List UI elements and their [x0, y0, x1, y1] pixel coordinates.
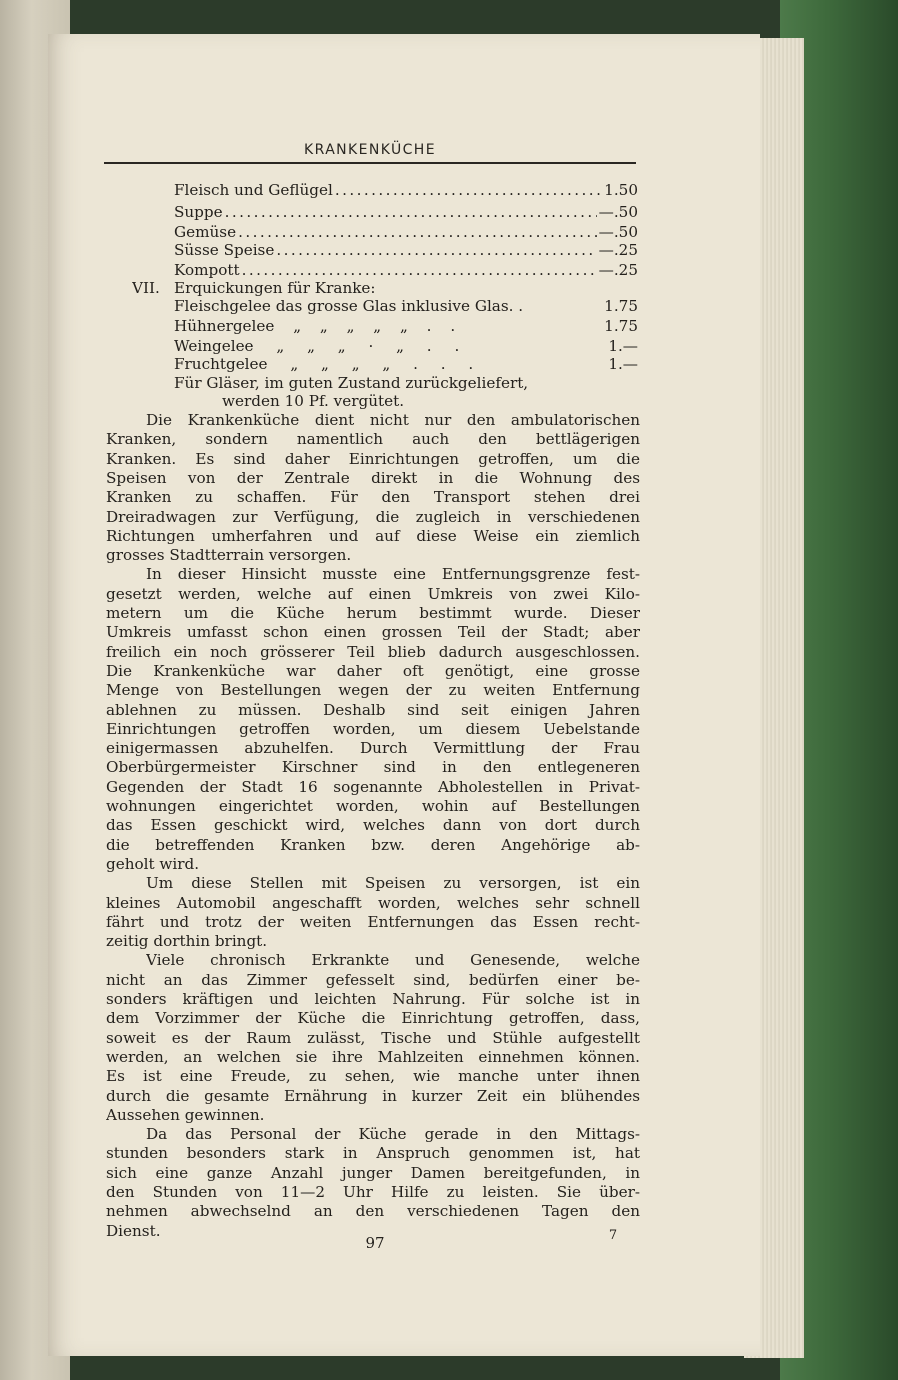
- gelee-item-name: Weingelee „ „ „ · „ . .: [174, 337, 460, 355]
- menu-item: [174, 260, 638, 280]
- body-text-line: Die Krankenküche dient nicht nur den ambulatorischen: [146, 411, 640, 429]
- leader-dots: [225, 202, 597, 222]
- body-text-line: zeitig dorthin bringt.: [106, 932, 268, 951]
- body-text-line: In dieser Hinsicht musste eine Entfernungsgrenze fest-: [146, 565, 640, 584]
- menu-item: [174, 222, 638, 242]
- gelee-item-name: Hühnergelee „ „ „ „ „ . .: [174, 317, 456, 335]
- body-text-line: Aussehen gewinnen.: [106, 1105, 265, 1124]
- body-text-line: ablehnen zu müssen. Deshalb sind seit einigen Jahren: [106, 700, 640, 719]
- body-text-line: soweit es der Raum zulässt, Tische und Stühle aufgestellt: [106, 1028, 640, 1047]
- body-text-line: sich eine ganze Anzahl junger Damen bereitgefunden, in: [106, 1163, 640, 1182]
- body-text-line: Kranken zu schaffen. Für den Transport stehen drei: [106, 488, 640, 507]
- gelee-item-price: 1.75: [604, 317, 638, 335]
- body-text-line: durch die gesamte Ernährung in kurzer Zeit ein blühendes: [106, 1086, 640, 1105]
- body-text-line: grosses Stadtterrain versorgen.: [106, 546, 352, 565]
- gelee-item-price: 1.75: [604, 297, 638, 315]
- menu-item-price: —.25: [598, 241, 638, 259]
- body-text-line: Speisen von der Zentrale direkt in die Wohnung des: [106, 468, 640, 487]
- signature-mark: 7: [608, 1228, 618, 1243]
- body-text-line: nicht an das Zimmer gefesselt sind, bedürfen einer be-: [106, 970, 640, 989]
- body-text-line: den Stunden von 11—2 Uhr Hilfe zu leisten. Sie über-: [106, 1183, 640, 1201]
- menu-item-name: Gemüse: [174, 223, 237, 241]
- menu-item: [174, 202, 638, 222]
- body-text-line: dem Vorzimmer der Küche die Einrichtung getroffen, dass,: [106, 1009, 640, 1028]
- gelee-note: Für Gläser, im guten Zustand zurückgeliefert,: [174, 374, 529, 392]
- leader-dots: [335, 180, 600, 200]
- body-text-line: Es ist eine Freude, zu sehen, wie manche unter ihnen: [106, 1067, 640, 1086]
- body-text-line: das Essen geschickt wird, welches dann von dort durch: [106, 816, 640, 835]
- menu-item: [174, 240, 638, 260]
- body-text-line: einigermassen abzuhelfen. Durch Vermittlung der Frau: [106, 739, 640, 758]
- body-text-line: gesetzt werden, welche auf einen Umkreis von zwei Kilo-: [106, 584, 640, 603]
- gelee-item-price: 1.—: [608, 355, 638, 373]
- menu-item-name: Suppe: [174, 203, 223, 221]
- menu-item-name: Süsse Speise: [174, 241, 275, 259]
- body-text-line: Oberbürgermeister Kirschner sind in den entlegeneren: [106, 758, 640, 777]
- body-text-line: Da das Personal der Küche gerade in den Mittags-: [146, 1125, 640, 1144]
- body-text-line: Um diese Stellen mit Speisen zu versorgen, ist ein: [146, 874, 640, 893]
- menu-item-price: —.25: [598, 261, 638, 279]
- body-text-line: wohnungen eingerichtet worden, wohin auf Bestellungen: [106, 797, 640, 815]
- body-text-line: stunden besonders stark in Anspruch genommen ist, hat: [106, 1144, 640, 1163]
- section-number: VII.: [132, 279, 160, 297]
- gelee-item-name: Fleischgelee das grosse Glas inklusive Glas. .: [174, 297, 524, 315]
- gelee-item-name: Fruchtgelee „ „ „ „ . . .: [174, 355, 474, 373]
- menu-item-price: —.50: [598, 203, 638, 221]
- body-text-line: Die Krankenküche war daher oft genötigt, eine grosse: [106, 661, 640, 680]
- body-text-line: Menge von Bestellungen wegen der zu weiten Entfernung: [106, 681, 640, 700]
- body-text-line: Dreiradwagen zur Verfügung, die zugleich in verschiedenen: [106, 507, 640, 526]
- menu-item-price: 1.50: [604, 181, 638, 199]
- body-text-line: Gegenden der Stadt 16 sogenannte Abholestellen in Privat-: [106, 777, 640, 796]
- section-heading: Erquickungen für Kranke:: [174, 279, 376, 297]
- body-text-line: Viele chronisch Erkrankte und Genesende, welche: [146, 951, 640, 970]
- body-text-line: Einrichtungen getroffen worden, um diesem Uebelstande: [106, 719, 640, 738]
- gelee-item-price: 1.—: [608, 337, 638, 355]
- body-text-line: die betreffenden Kranken bzw. deren Angehörige ab-: [106, 835, 640, 854]
- body-text-line: Kranken. Es sind daher Einrichtungen getroffen, um die: [106, 449, 640, 468]
- body-text-line: werden, an welchen sie ihre Mahlzeiten einnehmen können.: [106, 1047, 640, 1066]
- gelee-note: werden 10 Pf. vergütet.: [222, 392, 405, 410]
- menu-item-name: Kompott: [174, 261, 240, 279]
- menu-item: [174, 180, 638, 200]
- menu-item-price: —.50: [598, 223, 638, 241]
- body-text-line: kleines Automobil angeschafft worden, welches sehr schnell: [106, 893, 640, 912]
- body-text-line: Kranken, sondern namentlich auch den bettlägerigen: [106, 430, 640, 449]
- leader-dots: [238, 222, 597, 242]
- header-rule: [104, 162, 636, 164]
- body-text-line: Richtungen umherfahren und auf diese Weise ein ziemlich: [106, 526, 640, 545]
- body-text-line: sonders kräftigen und leichten Nahrung. Für solche ist in: [106, 990, 640, 1008]
- menu-item-name: Fleisch und Geflügel: [174, 181, 333, 199]
- body-text-line: metern um die Küche herum bestimmt wurde. Dieser: [106, 604, 640, 622]
- body-text-line: freilich ein noch grösserer Teil blieb dadurch ausgeschlossen.: [106, 642, 640, 661]
- leader-dots: [276, 240, 596, 260]
- body-text-line: Dienst.: [106, 1221, 161, 1240]
- body-text-line: Umkreis umfasst schon einen grossen Teil der Stadt; aber: [106, 623, 640, 642]
- running-head: KRANKENKÜCHE: [304, 142, 436, 158]
- body-text-line: nehmen abwechselnd an den verschiedenen Tagen den: [106, 1202, 640, 1221]
- page-number: 97: [365, 1234, 385, 1252]
- body-text-line: geholt wird.: [106, 854, 200, 873]
- body-text-line: fährt und trotz der weiten Entfernungen das Essen recht-: [106, 912, 640, 931]
- leader-dots: [242, 260, 597, 280]
